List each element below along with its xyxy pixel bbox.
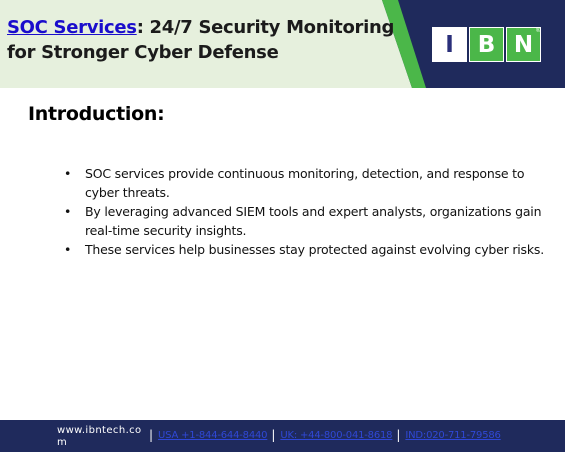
intro-heading [28,103,164,125]
bullet-item [64,164,544,202]
bullet-item [64,202,544,240]
soc-services-link[interactable]: SOC Services [7,17,137,38]
bullet-list [64,164,544,259]
logo-letter-i: I [432,27,467,62]
ibn-logo [432,27,541,62]
registered-mark: ® [536,28,541,34]
bullet-item [64,240,544,259]
bullet-text: By leveraging advanced SIEM tools and expert analysts, organizations gain real-time security insights. [85,204,542,238]
uk-phone-link[interactable]: UK: +44-800-041-8618 [280,429,393,441]
bullet-text: These services help businesses stay protected against evolving cyber risks. [85,242,544,257]
bullet-text: SOC services provide continuous monitoring, detection, and response to cyber threats. [85,166,525,200]
bullet-marker: • [64,204,72,219]
footer-website: www.ibntech.com [57,425,142,448]
page-title [7,15,402,65]
bullet-marker: • [64,166,72,181]
intro-heading-colon: : [157,103,165,125]
india-phone-link[interactable]: IND:020-711-79586 [405,429,501,441]
logo-letter-n: N [506,27,541,62]
usa-phone-link[interactable]: USA +1-844-644-8440 [158,429,268,441]
footer-separator: | [149,428,154,442]
footer-separator: | [396,428,401,442]
page-title-text: : 24/7 Security Monitoring for Stronger Cyber Defense [7,17,395,63]
footer-contacts [145,428,501,442]
logo-letter-b: B [469,27,504,62]
bullet-marker: • [64,242,72,257]
footer-separator: | [271,428,276,442]
intro-heading-text: Introduction [28,103,158,125]
